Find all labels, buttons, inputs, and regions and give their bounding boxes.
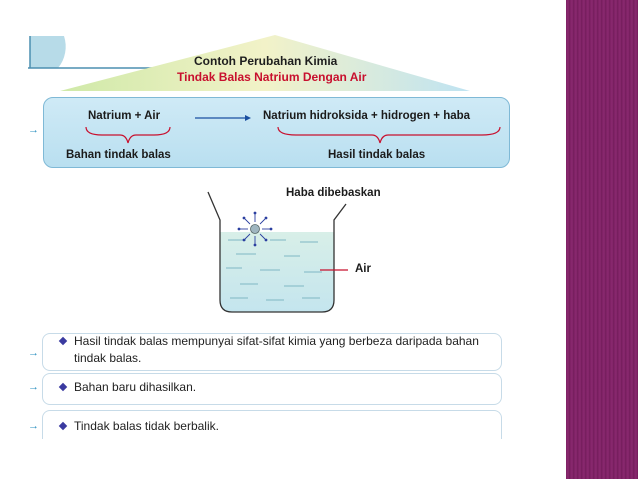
reactants-label: Bahan tindak balas xyxy=(66,149,171,161)
decorative-sidebar xyxy=(566,0,638,479)
page-title: Contoh Perubahan Kimia xyxy=(194,54,338,68)
bullet-arrow-icon: → xyxy=(28,381,39,393)
beaker-diagram xyxy=(200,190,380,320)
bullet-text: Tindak balas tidak berbalik. xyxy=(74,419,219,433)
water-label: Air xyxy=(355,263,371,275)
reactants-text: Natrium + Air xyxy=(88,110,161,122)
bullet-arrow-icon: → xyxy=(28,420,39,432)
bullet-arrow-icon: → xyxy=(28,347,39,359)
bullet-text: Hasil tindak balas mempunyai sifat-sifat kimia yang berbeza daripada bahan tindak balas. xyxy=(74,334,479,365)
reaction-arrow-icon xyxy=(193,112,253,124)
page-subtitle: Tindak Balas Natrium Dengan Air xyxy=(177,70,367,84)
products-label: Hasil tindak balas xyxy=(328,149,426,161)
bullet-arrow-icon: → xyxy=(28,124,39,136)
products-text: Natrium hidroksida + hidrogen + haba xyxy=(263,110,471,122)
bullet-text: Bahan baru dihasilkan. xyxy=(74,380,197,394)
equation-braces xyxy=(80,125,520,147)
heat-label: Haba dibebaskan xyxy=(286,187,381,199)
